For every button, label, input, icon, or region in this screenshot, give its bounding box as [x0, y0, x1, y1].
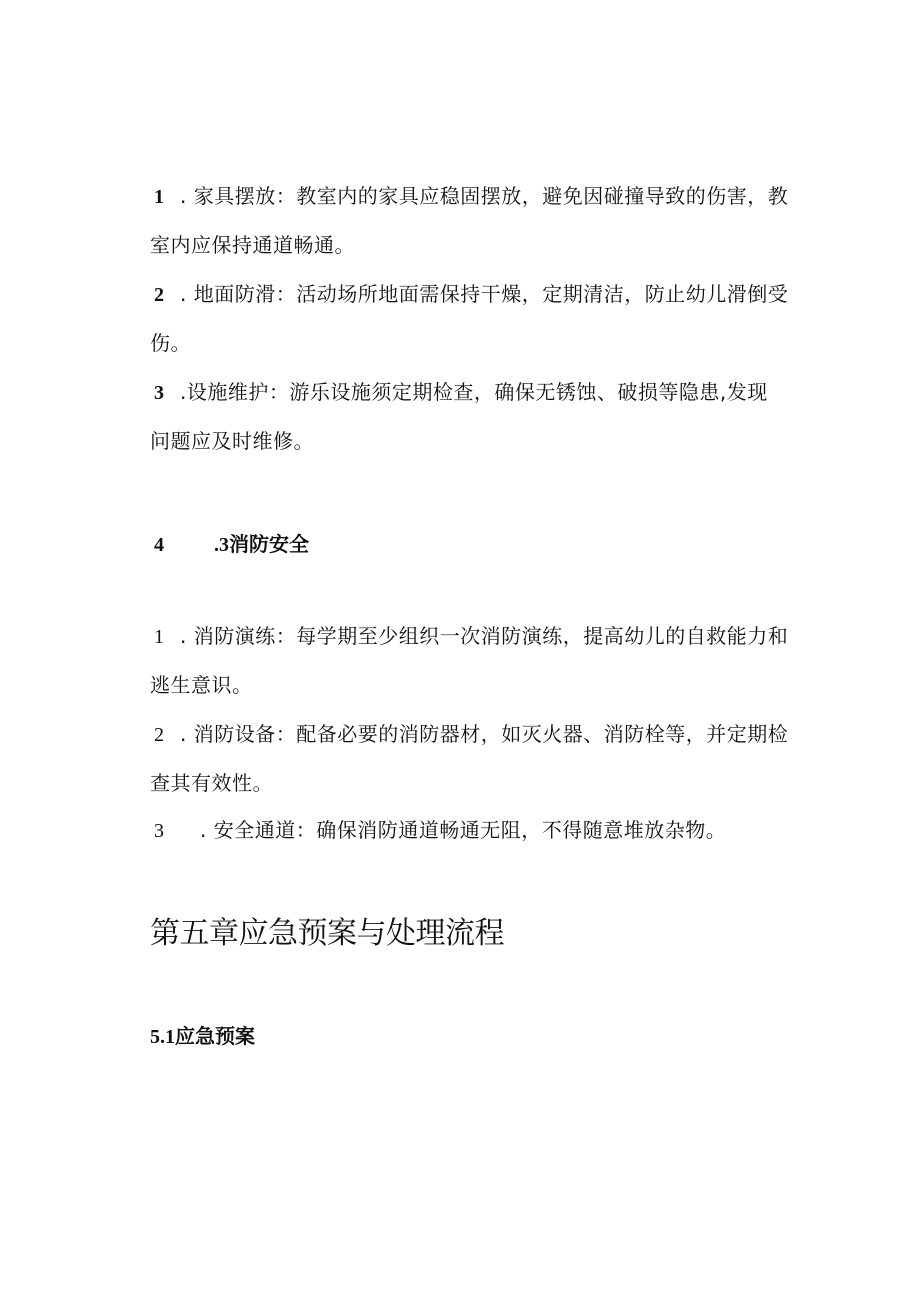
- list-item-line: [150, 710, 825, 759]
- list-item-line: [150, 172, 825, 221]
- list-item-line: [150, 368, 825, 417]
- section-heading-fire-safety: [150, 528, 309, 561]
- list-item-line: [150, 806, 825, 855]
- item-text: . 家具摆放：教室内的家具应稳固摆放，避免因碰撞导致的伤害，教: [180, 184, 789, 208]
- item-number: 2: [154, 724, 165, 746]
- chapter-title: 第五章应急预案与处理流程: [150, 916, 504, 951]
- heading-text: 消防安全: [229, 532, 309, 556]
- item-text: . 消防设备：配备必要的消防器材，如灭火器、消防栓等，并定期检: [180, 722, 789, 746]
- item-number: 1: [154, 626, 165, 648]
- item-number: 1: [154, 186, 165, 208]
- list-item-line: 室内应保持通道畅通。: [150, 233, 355, 257]
- list-item-floor: [150, 270, 825, 367]
- item-text: . 安全通道：确保消防通道畅通无阻，不得随意堆放杂物。: [200, 818, 727, 842]
- list-item-safety-exit: [150, 806, 825, 855]
- list-item-line: 伤。: [150, 331, 191, 355]
- heading-subnumber: .3: [214, 534, 229, 556]
- list-item-furniture: [150, 172, 825, 269]
- list-item-line: [150, 270, 825, 319]
- item-text: . 地面防滑：活动场所地面需保持干燥，定期清洁，防止幼儿滑倒受: [180, 282, 789, 306]
- subsection-heading: [150, 1020, 255, 1053]
- item-text: . 消防演练：每学期至少组织一次消防演练，提高幼儿的自救能力和: [180, 624, 789, 648]
- item-number: 2: [154, 284, 165, 306]
- list-item-line: 问题应及时维修。: [150, 429, 314, 453]
- list-item-fire-equipment: [150, 710, 825, 807]
- list-item-fire-drill: [150, 612, 825, 709]
- item-number: 3: [154, 382, 165, 404]
- list-item-line: 逃生意识。: [150, 673, 253, 697]
- heading-number: 4: [154, 534, 164, 556]
- item-text: .设施维护：游乐设施须定期检查，确保无锈蚀、破损等隐患,发现: [180, 380, 768, 404]
- item-number: 3: [154, 820, 165, 842]
- list-item-line: 查其有效性。: [150, 771, 273, 795]
- list-item-line: [150, 612, 825, 661]
- subsection-title: 应急预案: [175, 1024, 255, 1048]
- subsection-number: 5.1: [150, 1026, 175, 1048]
- list-item-facility: [150, 368, 825, 465]
